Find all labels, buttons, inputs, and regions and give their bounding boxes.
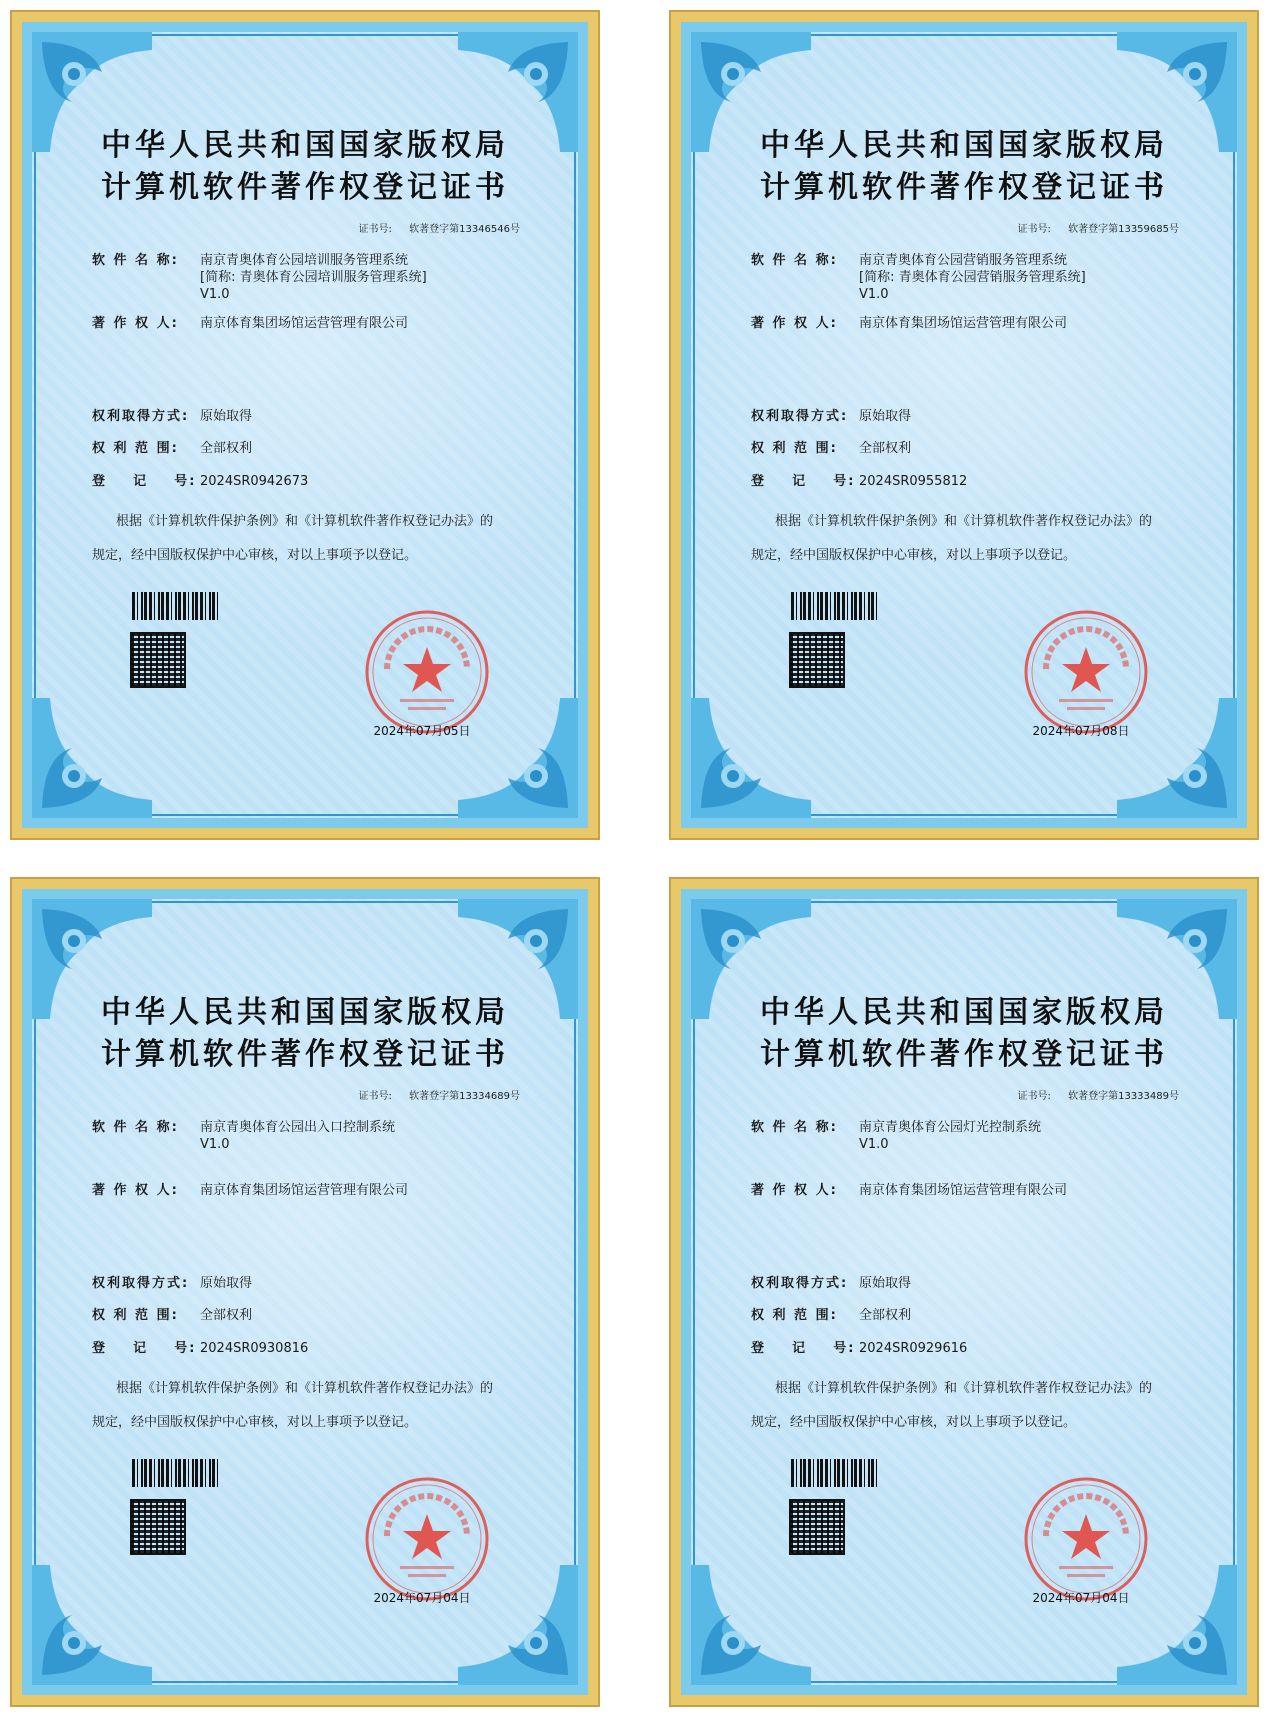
certificate-number xyxy=(359,220,520,235)
official-seal-icon xyxy=(1021,1474,1151,1604)
certificate-3 xyxy=(10,877,600,1707)
scope-value: 全部权利 xyxy=(859,441,912,456)
software-version: V1.0 xyxy=(859,287,889,302)
scope-label: 权 利 范 围: xyxy=(751,441,838,456)
owner-label: 著 作 权 人: xyxy=(92,1183,179,1198)
acquisition-value: 原始取得 xyxy=(859,1276,912,1291)
certificate-issuer-title: 中华人民共和国国家版权局 xyxy=(101,995,509,1030)
certificate-4 xyxy=(669,877,1259,1707)
software-name-value xyxy=(200,1119,538,1153)
registration-number-label: 登 记 号: xyxy=(751,1341,856,1356)
software-short-name: [简称: 青奥体育公园营销服务管理系统] xyxy=(859,270,1086,285)
corner-ornament-icon xyxy=(691,698,811,818)
certificate-1 xyxy=(10,10,600,840)
certificate-number xyxy=(359,1087,520,1102)
acquisition-label: 权利取得方式: xyxy=(751,409,849,424)
corner-ornament-icon xyxy=(691,1565,811,1685)
issue-date: 2024年07月08日 xyxy=(1032,724,1130,738)
certificate-frame xyxy=(22,889,588,1695)
certificate-number-value: 软著登字第13359685号 xyxy=(1068,224,1179,235)
owner-value: 南京体育集团场馆运营管理有限公司 xyxy=(859,316,1068,331)
legal-basis-line2: 规定，经中国版权保护中心审核，对以上事项予以登记。 xyxy=(751,1415,1077,1430)
issue-date: 2024年07月04日 xyxy=(1032,1591,1130,1605)
scope-label: 权 利 范 围: xyxy=(751,1308,838,1323)
certificate-title: 计算机软件著作权登记证书 xyxy=(101,170,509,205)
certificate-number-label: 证书号: xyxy=(1017,224,1051,235)
acquisition-label: 权利取得方式: xyxy=(92,1276,190,1291)
legal-basis-line2: 规定，经中国版权保护中心审核，对以上事项予以登记。 xyxy=(92,548,418,563)
certificate-number-label: 证书号: xyxy=(358,224,392,235)
legal-basis-line1: 根据《计算机软件保护条例》和《计算机软件著作权登记办法》的 xyxy=(116,1381,494,1396)
certificate-number-value: 软著登字第13346546号 xyxy=(409,224,520,235)
acquisition-value: 原始取得 xyxy=(200,409,253,424)
barcode-icon xyxy=(791,592,877,620)
owner-label: 著 作 权 人: xyxy=(751,316,838,331)
qr-code-icon xyxy=(132,1501,184,1553)
software-name: 南京青奥体育公园营销服务管理系统 xyxy=(859,253,1068,268)
registration-number-value: 2024SR0929616 xyxy=(859,1341,968,1356)
certificate-number-value: 软著登字第13334689号 xyxy=(409,1091,520,1102)
legal-basis-line1: 根据《计算机软件保护条例》和《计算机软件著作权登记办法》的 xyxy=(775,514,1153,529)
owner-value: 南京体育集团场馆运营管理有限公司 xyxy=(859,1183,1068,1198)
software-version: V1.0 xyxy=(200,1137,230,1152)
certificate-issuer-title: 中华人民共和国国家版权局 xyxy=(760,995,1168,1030)
official-seal-icon xyxy=(1021,607,1151,737)
software-name-value xyxy=(859,252,1197,303)
registration-number-label: 登 记 号: xyxy=(92,1341,197,1356)
certificate-title: 计算机软件著作权登记证书 xyxy=(760,1037,1168,1072)
certificate-number xyxy=(1018,220,1179,235)
software-version: V1.0 xyxy=(859,1137,889,1152)
certificate-frame xyxy=(681,22,1247,828)
owner-value: 南京体育集团场馆运营管理有限公司 xyxy=(200,316,409,331)
software-name-label: 软 件 名 称: xyxy=(92,253,179,268)
issue-date: 2024年07月04日 xyxy=(373,1591,471,1605)
scope-label: 权 利 范 围: xyxy=(92,441,179,456)
corner-ornament-icon xyxy=(32,1565,152,1685)
qr-code-icon xyxy=(791,634,843,686)
qr-code-icon xyxy=(791,1501,843,1553)
acquisition-value: 原始取得 xyxy=(859,409,912,424)
owner-value: 南京体育集团场馆运营管理有限公司 xyxy=(200,1183,409,1198)
legal-basis-line2: 规定，经中国版权保护中心审核，对以上事项予以登记。 xyxy=(751,548,1077,563)
legal-basis-line2: 规定，经中国版权保护中心审核，对以上事项予以登记。 xyxy=(92,1415,418,1430)
acquisition-value: 原始取得 xyxy=(200,1276,253,1291)
certificate-number-value: 软著登字第13333489号 xyxy=(1068,1091,1179,1102)
scope-value: 全部权利 xyxy=(859,1308,912,1323)
barcode-icon xyxy=(132,592,218,620)
certificate-title: 计算机软件著作权登记证书 xyxy=(760,170,1168,205)
legal-basis-line1: 根据《计算机软件保护条例》和《计算机软件著作权登记办法》的 xyxy=(116,514,494,529)
certificate-number-label: 证书号: xyxy=(1017,1091,1051,1102)
registration-number-value: 2024SR0955812 xyxy=(859,474,968,489)
software-name: 南京青奥体育公园出入口控制系统 xyxy=(200,1120,396,1135)
registration-number-label: 登 记 号: xyxy=(92,474,197,489)
official-seal-icon xyxy=(362,607,492,737)
software-name: 南京青奥体育公园培训服务管理系统 xyxy=(200,253,409,268)
issue-date: 2024年07月05日 xyxy=(373,724,471,738)
certificate-issuer-title: 中华人民共和国国家版权局 xyxy=(101,128,509,163)
certificate-number xyxy=(1018,1087,1179,1102)
software-name-value xyxy=(859,1119,1197,1153)
scope-value: 全部权利 xyxy=(200,441,253,456)
registration-number-value: 2024SR0942673 xyxy=(200,474,309,489)
scope-label: 权 利 范 围: xyxy=(92,1308,179,1323)
barcode-icon xyxy=(791,1459,877,1487)
certificate-frame xyxy=(681,889,1247,1695)
owner-label: 著 作 权 人: xyxy=(92,316,179,331)
registration-number-value: 2024SR0930816 xyxy=(200,1341,309,1356)
barcode-icon xyxy=(132,1459,218,1487)
software-name-value xyxy=(200,252,538,303)
software-name-label: 软 件 名 称: xyxy=(751,253,838,268)
certificate-title: 计算机软件著作权登记证书 xyxy=(101,1037,509,1072)
scope-value: 全部权利 xyxy=(200,1308,253,1323)
certificate-2 xyxy=(669,10,1259,840)
certificate-number-label: 证书号: xyxy=(358,1091,392,1102)
acquisition-label: 权利取得方式: xyxy=(92,409,190,424)
legal-basis-line1: 根据《计算机软件保护条例》和《计算机软件著作权登记办法》的 xyxy=(775,1381,1153,1396)
official-seal-icon xyxy=(362,1474,492,1604)
certificate-frame xyxy=(22,22,588,828)
software-version: V1.0 xyxy=(200,287,230,302)
software-name-label: 软 件 名 称: xyxy=(92,1120,179,1135)
owner-label: 著 作 权 人: xyxy=(751,1183,838,1198)
software-name-label: 软 件 名 称: xyxy=(751,1120,838,1135)
registration-number-label: 登 记 号: xyxy=(751,474,856,489)
software-short-name: [简称: 青奥体育公园培训服务管理系统] xyxy=(200,270,427,285)
corner-ornament-icon xyxy=(32,698,152,818)
qr-code-icon xyxy=(132,634,184,686)
software-name: 南京青奥体育公园灯光控制系统 xyxy=(859,1120,1042,1135)
certificate-issuer-title: 中华人民共和国国家版权局 xyxy=(760,128,1168,163)
acquisition-label: 权利取得方式: xyxy=(751,1276,849,1291)
